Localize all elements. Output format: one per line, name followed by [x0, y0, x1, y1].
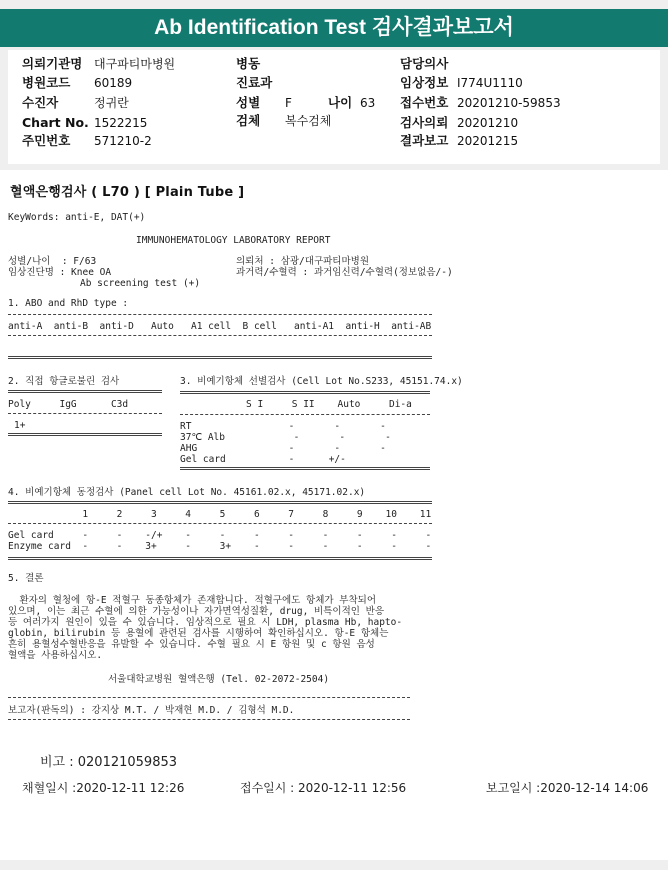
divider	[180, 414, 430, 415]
receipt-label: 접수번호	[400, 95, 449, 110]
chart-label: Chart No.	[22, 115, 89, 130]
panel-title: 4. 비예기항체 동정검사 (Panel cell Lot No. 45161.02.x, 45171.02.x)	[8, 487, 366, 498]
conclusion-line: 있으며, 이는 최근 수혈에 의한 가능성이나 자가면역성질환, drug, 비특이적인 반응	[8, 606, 384, 617]
collected-datetime: 채혈일시 :2020-12-11 12:26	[22, 781, 185, 795]
request-date-value: 20201210	[457, 116, 519, 130]
sex-value: F	[285, 96, 292, 110]
divider	[180, 391, 430, 394]
clinical-label: 임상정보	[400, 75, 449, 90]
dat-title: 2. 직접 항글로불린 검사	[8, 376, 120, 387]
screen-header: S I S II Auto Di-a	[246, 399, 412, 410]
patient-value: 정귀란	[94, 96, 129, 110]
panel-row: Gel card - - -/+ - - - - - - - -	[8, 530, 432, 541]
divider	[8, 335, 432, 336]
dept-label: 진료과	[236, 75, 273, 90]
hospital-label: 의뢰기관명	[22, 56, 83, 71]
panel-header: 1 2 3 4 5 6 7 8 9 10 11	[8, 509, 432, 520]
conclusion-line: 흔히 용혈성수혈반응을 유발할 수 있습니다. 수혈 필요 시 E 항원 및 c 항원 음성	[8, 639, 375, 650]
hospital-value: 대구파티마병원	[94, 57, 176, 71]
divider	[8, 719, 410, 720]
divider	[8, 413, 162, 414]
screen-row: 37℃ Alb - - -	[180, 432, 391, 443]
diagnosis-line: 임상진단명 : Knee OA	[8, 267, 112, 278]
dat-header: Poly IgG C3d	[8, 399, 129, 410]
divider	[8, 390, 162, 393]
remark: 비고 : 020121059853	[40, 755, 178, 770]
conclusion-line: globin, bilirubin 등 용혈에 관련된 검사를 시행하여 확인하십시오. 항-E 항체는	[8, 628, 389, 639]
ward-label: 병동	[236, 56, 261, 71]
reported-datetime: 보고일시 :2020-12-14 14:06	[486, 781, 649, 795]
divider	[8, 557, 432, 560]
divider	[8, 501, 432, 504]
requester-line: 의뢰처 : 삼광/대구파티마병원	[236, 256, 370, 267]
conclusion-line: 환자의 혈청에 항-E 적혈구 동종항체가 존재합니다. 적혈구에도 항체가 부착되어	[8, 595, 377, 606]
divider	[8, 433, 162, 436]
screen-row: RT - - -	[180, 421, 386, 432]
ssn-value: 571210-2	[94, 134, 152, 148]
received-datetime: 접수일시 : 2020-12-11 12:56	[240, 781, 407, 795]
lab-report-title: IMMUNOHEMATOLOGY LABORATORY REPORT	[136, 235, 331, 246]
section-title: 혈액은행검사 ( L70 ) [ Plain Tube ]	[10, 185, 245, 200]
specimen-label: 검체	[236, 113, 261, 128]
abo-title: 1. ABO and RhD type :	[8, 298, 129, 309]
divider	[8, 697, 410, 698]
conclusion-line: 등 여러가지 원인이 있을 수 있습니다. 임상적으로 필요 시 LDH, plasma Hb, hapto-	[8, 617, 403, 628]
conclusion-title: 5. 결론	[8, 573, 44, 584]
report-date-label: 결과보고	[400, 133, 449, 148]
dat-value: 1+	[14, 420, 26, 431]
bloodbank-line: 서울대학교병원 혈액은행 (Tel. 02-2072-2504)	[108, 674, 330, 685]
ssn-label: 주민번호	[22, 133, 71, 148]
age-label: 나이	[328, 95, 353, 110]
reporter-line: 보고자(판독의) : 강지상 M.T. / 박재현 M.D. / 김형석 M.D.	[8, 705, 295, 716]
keywords: KeyWords: anti-E, DAT(+)	[8, 212, 146, 223]
divider	[8, 314, 432, 315]
screen-row: Gel card - +/-	[180, 454, 346, 465]
sex-label: 성별	[236, 95, 261, 110]
divider	[8, 356, 432, 359]
divider	[8, 523, 432, 524]
screening-line: Ab screening test (+)	[80, 278, 201, 289]
abo-header: anti-A anti-B anti-D Auto A1 cell B cell anti-A1 anti-H anti-AB	[8, 321, 432, 332]
clinical-value: I774U1110	[457, 76, 523, 90]
code-label: 병원코드	[22, 75, 71, 90]
panel-row: Enzyme card - - 3+ - 3+ - - - - - -	[8, 541, 432, 552]
patient-info-panel	[8, 50, 660, 164]
history-line: 과거력/수혈력 : 과거임신력/수혈력(정보없음/-)	[236, 267, 453, 278]
divider	[180, 467, 430, 470]
age-value: 63	[360, 96, 376, 110]
screen-row: AHG - - -	[180, 443, 386, 454]
screen-title: 3. 비예기항체 선별검사 (Cell Lot No.S233, 45151.74.x)	[180, 376, 463, 387]
code-value: 60189	[94, 76, 133, 90]
receipt-value: 20201210-59853	[457, 96, 561, 110]
specimen-value: 복수검체	[285, 114, 332, 128]
report-title: Ab Identification Test 검사결과보고서	[0, 9, 668, 47]
sex-age-line: 성별/나이 : F/63	[8, 256, 97, 267]
request-date-label: 검사의뢰	[400, 115, 449, 130]
report-date-value: 20201215	[457, 134, 519, 148]
doctor-label: 담당의사	[400, 56, 449, 71]
conclusion-line: 혈액을 사용하십시오.	[8, 650, 103, 661]
patient-label: 수진자	[22, 95, 59, 110]
chart-value: 1522215	[94, 116, 148, 130]
